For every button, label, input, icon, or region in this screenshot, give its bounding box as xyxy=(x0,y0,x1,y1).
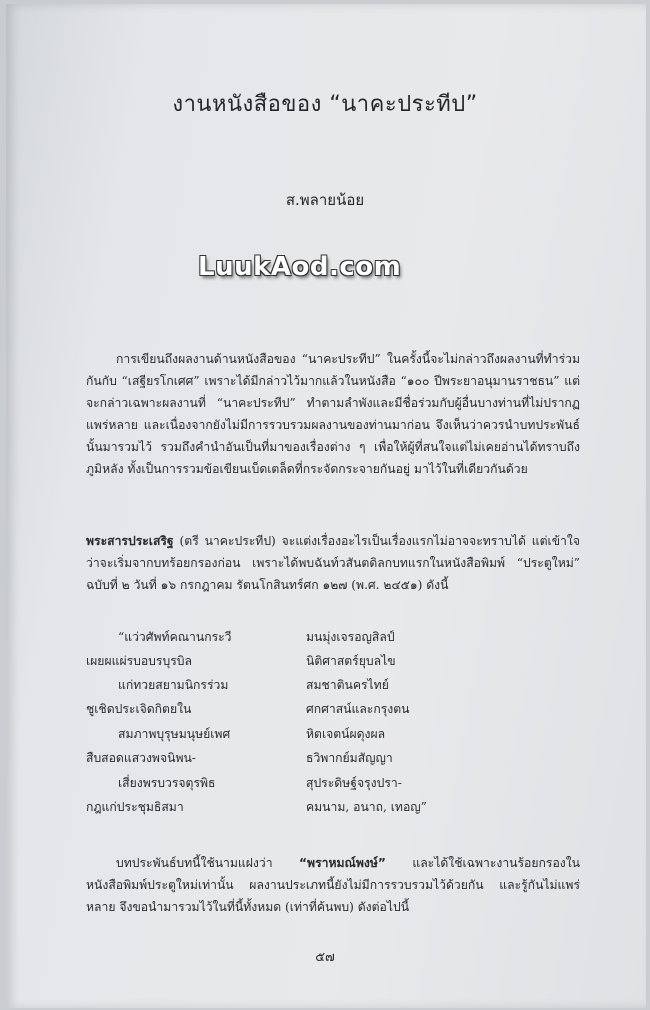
poem-line-left: ชูเชิดประเจิดกิตยใน xyxy=(86,702,192,716)
poem-line-left: กฎแก่ประชุมธิสมา xyxy=(86,800,184,814)
paragraph-second-text: (ตรี นาคะประทีป) จะแต่งเรื่องอะไรเป็นเรื่องแรกไม่อาจจะทราบได้ แต่เข้าใจว่าจะเริ่มจากบทร้อยกรองก่อน เพราะได้พบฉันท์วสันตดิลกบทแรกในหนังสือพิมพ์ “ประตูใหม่” ฉบับที่ ๒ วันที่ ๑๖ กรกฎาคม รัตนโกสินทร์ศก ๑๒๗ (พ.ศ. ๒๔๕๑) ดังนี้ xyxy=(86,534,580,592)
poem-line-right: มนมุ่งเจรอญสิลป์ xyxy=(306,630,395,644)
poem-line-right: หิตเจตน์ผดุงผล xyxy=(306,727,386,741)
poem-line-left: สืบสอดแสวงพจนิพน- xyxy=(86,751,196,765)
poem-line-left: “แว่วศัพท์คณานกระวี xyxy=(118,630,232,644)
paragraph-closing xyxy=(86,852,580,918)
poem-line-left: เผยผแผ่รบอบรบุรบิล xyxy=(86,654,192,668)
poem-line-right: ธวิพากย์มสัญญา xyxy=(306,751,393,765)
author-name: ส.พลายน้อย xyxy=(285,191,365,209)
poem-line-right: สุประดิษฐ์จรุงปรา- xyxy=(306,776,402,790)
paragraph-closing-text: บทประพันธ์บทนี้ใช้นามแฝงว่า xyxy=(116,856,300,870)
paragraph-intro: การเขียนถึงผลงานด้านหนังสือของ “นาคะประทีป” ในครั้งนี้จะไม่กล่าวถึงผลงานที่ทำร่วมกันกับ “เสฐียรโกเศศ” เพราะได้มีกล่าวไว้มากแล้วในหนังสือ “๑๐๐ ปีพระยาอนุมานราชธน” แต่จะกล่าวเฉพาะผลงานที่ “นาคะประทีป” ทำตามลำพังและมีชื่อร่วมกับผู้อื่นบางท่านที่ไม่ปรากฏแพร่หลาย และเนื่องจากยังไม่มีการรวบรวมผลงานของท่านมาก่อน จึงเห็นว่าควรนำบทประพันธ์นั้นมารวมไว้ รวมถึงคำนำอันเป็นที่มาของเรื่องต่าง ๆ เพื่อให้ผู้ที่สนใจแต่ไม่เคยอ่านได้ทราบถึงภูมิหลัง ทั้งเป็นการรวมข้อเขียนเบ็ดเตล็ดที่กระจัดกระจายกันอยู่ มาไว้ในที่เดียวกันด้วย xyxy=(86,352,580,476)
pen-name: “พราหมณ์พงษ์” xyxy=(299,856,386,870)
paragraph-second xyxy=(86,530,580,596)
poem-line-left: สมภาพบุรุษมนุษย์เพศ xyxy=(118,727,231,741)
poem-line-right: ศกศาสน์และกรุงตน xyxy=(306,702,410,716)
paragraph-lead-name: พระสารประเสริฐ xyxy=(86,534,174,548)
document-title: งานหนังสือของ “นาคะประทีป” xyxy=(172,92,478,117)
watermark: LuukAod.com xyxy=(198,252,402,282)
poem-line-right: คมนาม, อนาถ, เทอญ” xyxy=(306,800,427,814)
page-number: ๕๗ xyxy=(315,950,335,965)
poem-line-left: เสี่ยงพรบวรจตุรพิธ xyxy=(118,776,216,790)
paragraph-closing-rest: และได้ใช้เฉพาะงานร้อยกรองในหนังสือพิมพ์ประตูใหม่เท่านั้น ผลงานประเภทนี้ยังไม่มีการรวบรวมไว้ด้วยกัน และรู้กันไม่แพร่หลาย จึงขอนำมารวมไว้ในที่นี้ทั้งหมด (เท่าที่ค้นพบ) ดังต่อไปนี้ xyxy=(86,856,580,914)
poem-line-left: แก่ทวยสยามนิกรร่วม xyxy=(118,678,229,692)
poem-line-right: สมชาตินครไทย์ xyxy=(306,678,389,692)
poem-line-right: นิติศาสตร์ยุบลไข xyxy=(306,654,396,668)
